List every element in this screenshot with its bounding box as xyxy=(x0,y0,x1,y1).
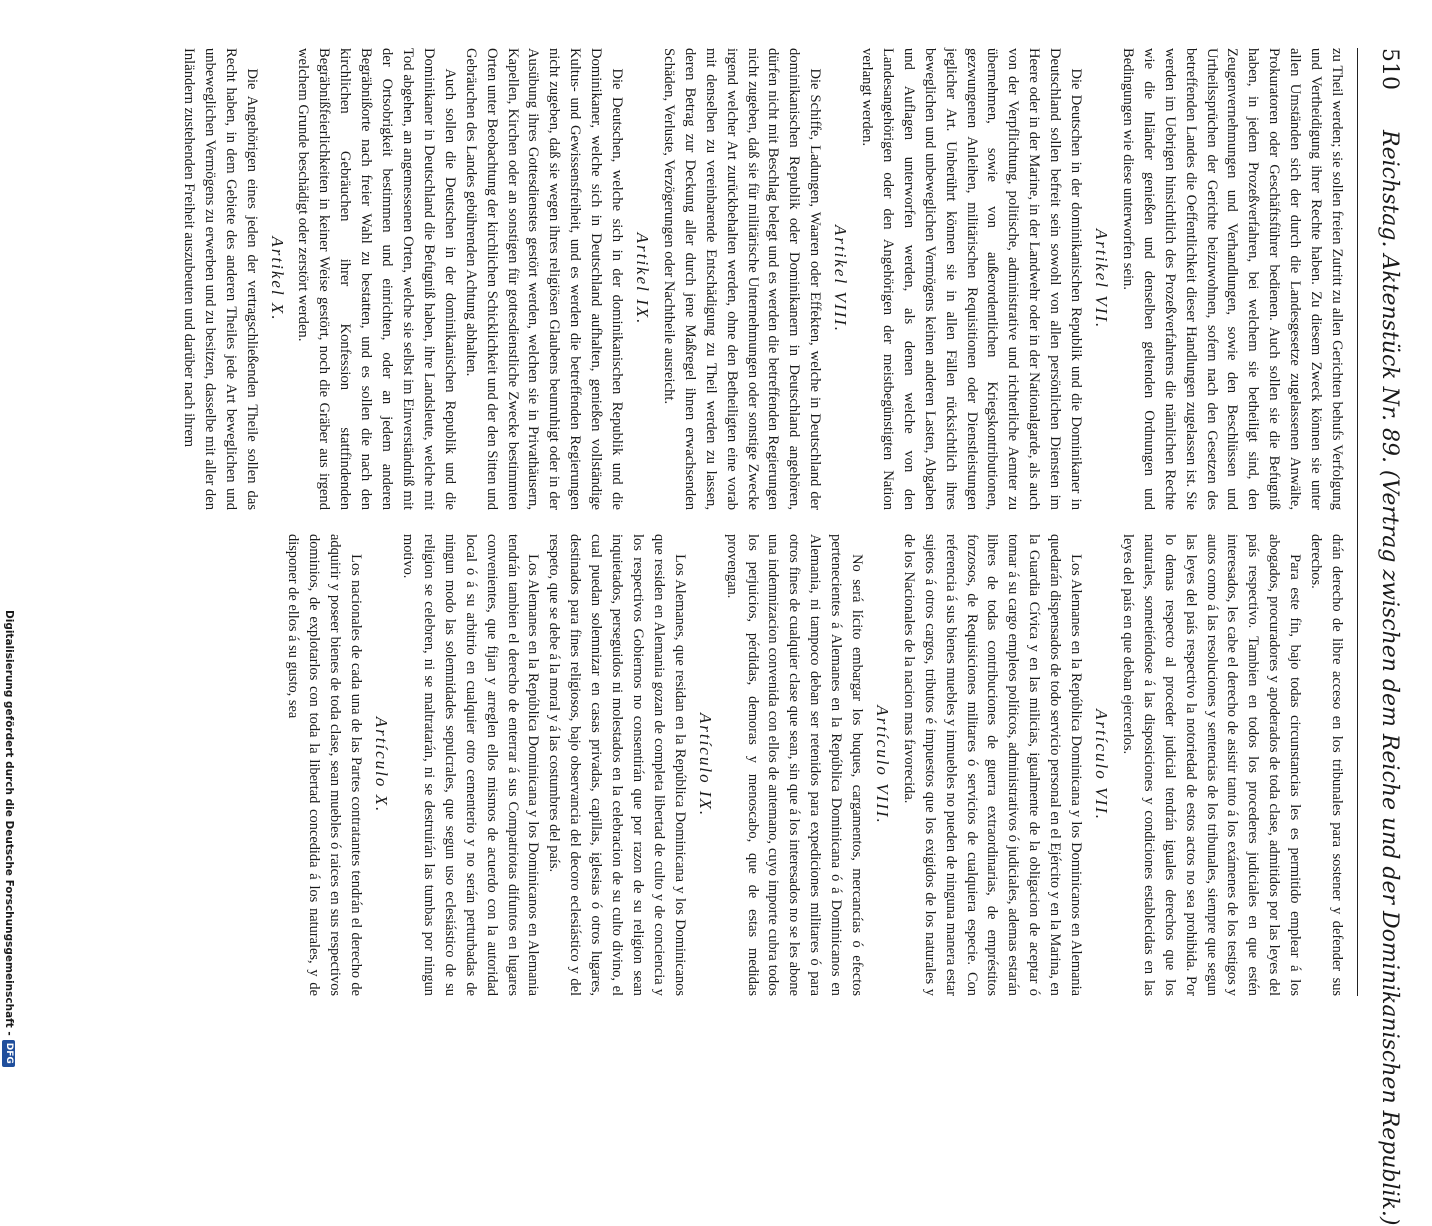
german-article-8-title: Artikel VIII. xyxy=(831,224,851,334)
spanish-article-9-title: Artículo IX. xyxy=(695,712,715,818)
spanish-article-9-p1: Los Alemanes, que residan en la República Dominicana y los Dominicanos que residen en Alemania gozan de completa libertad de culto y de conciencia y los respectivos Gobiernos no consentirán que por razon de su religion sean inquietados, perseguidos ni molestados en la celebracion de su culto divino, el cual puedan solemnizar en casas privadas, capillas, iglesias ó otros lugares, destinados para fines religiosos, bajo observancia del decoro eclesiástico y del respeto, que se debe á la moral y á las costumbres del país. xyxy=(546,534,688,996)
digitization-credit-bar xyxy=(2,610,16,1064)
german-article-9-title: Artikel IX. xyxy=(633,232,652,326)
german-intro: zu Theil werden; sie sollen freien Zutritt zu allen Gerichten behufs Verfolgung und Vertheidigung ihrer Rechte haben. Zu diesem Zweck können sie unter allen Umständen sich der durch die Landesgesetze zugelassenen Anwälte, Prokuratoren oder Geschäftsführer bedienen. Auch sollen sie die Befugniß haben, in jedem Prozeßverfahren, bei welchem sie betheiligt sind, den Zeugenvernehmungen und Verhandlungen, sowie den Beschlüssen und Urtheilssprüchen der Gerichte beizuwohnen, sofern nach den Gesetzen des betreffenden Landes die Oeffentlichkeit dieser Handlungen zugelassen ist. Sie werden im Uebrigen hinsichtlich des Prozeßverfahrens die nämlichen Rechte wie die Inländer genießen und denselben geltenden Ordnungen und Bedingungen wie diese unterworfen sein. xyxy=(1119,48,1345,510)
spanish-column xyxy=(178,534,1347,996)
two-column-body xyxy=(178,48,1347,996)
german-article-8-text: Die Schiffe, Ladungen, Waaren oder Effekten, welche in Deutschland der dominikanischen Republik oder Dominikanern in Deutschland angehören, dürfen nicht mit Beschlag belegt und es werden die betreffenden Regierungen nicht zugeben, daß sie für militärische Unternehmungen oder sonstige Zwecke irgend welcher Art zurückbehalten werden, ohne den Betheiligten eine vorab mit denselben zu vereinbarende Entschädigung zu Theil werden zu lassen, deren Betrag zur Deckung aller durch jene Maßregel ihnen erwachsenden Schäden, Verluste, Verzögerungen oder Nachtheile ausreicht. xyxy=(660,48,824,510)
spanish-article-7-text: Los Alemanes en la República Dominicana y los Dominicanos en Alemania quedarán dispensados de todo servicio personal en el Ejército y en la Marina, en la Guardia Cívica y en las milicias, igualmente de la obligacion de aceptar ó tomar á su cargo empleos políticos, administrativos ó judiciales, ademas estarán libres de todas contribuciones de guerra extraordinarias, de empréstitos forzosos, de Requisiciones militares ó servicios de cualquiera especie. Con referencia á sus bienes muebles y inmuebles no pueden de ninguna manera estar sujetos á otros cargos, tributos é impuestos que los exigidos de los naturales y de los Nacionales de la nacion mas favorecida. xyxy=(900,534,1085,996)
spanish-intro: drán derecho de libre acceso en los tribunales para sostener y defender sus derechos. xyxy=(1308,534,1345,996)
german-article-9-p1: Die Deutschen, welche sich in der dominikanischen Republik und die Dominikaner, welche sich in Deutschland aufhalten, genießen vollständige Kultus- und Gewissensfreiheit, und es werden die betreffenden Regierungen nicht zugeben, daß sie wegen ihres religiösen Glaubens beunruhigt oder in der Ausübung ihres Gottesdienstes gestört werden, welchen sie in Privathäusern, Kapellen, Kirchen oder an sonstigen für gottesdienstliche Zwecke bestimmten Orten unter Beobachtung der kirchlichen Schicklichkeit und der den Sitten und Gebräuchen des Landes gebührenden Achtung abhalten. xyxy=(462,48,626,511)
spanish-article-8-title: Artículo VIII. xyxy=(872,705,892,825)
spanish-article-8-text: No será lícito embargar los buques, cargamentos, mercancías ó efectos pertenecientes á Alemanes en la República Dominicana ó á Dominicanos en Alemania, ni tampoco deban ser retenidos para expediciones militares ó para otros fines de cualquier clase que sean, sin que á los interesados no se les abone una indemnizacion convenida con ellos de antemano, cuyo importe cubra todos los perjuicios, pérdidas, demoras y menoscabo, que de estas medidas provengan. xyxy=(723,534,866,996)
spanish-article-9-p2: Los Alemanes en la República Dominicana y los Dominicanos en Alemania tendrán tambien el derecho de enterrar á sus Compatriotas difuntos en lugares convenientes, que fijan y arreglen ellos mismos de acuerdo con la autoridad local ó á su arbitrio en cualquier otro cementerio y no serán perturbadas de ningun modo las solemnidades sepulcrales, que segun uso eclesiástico de su religion se celebren, ni se maltratarán, ni se destruirán las tumbas por ningun motivo. xyxy=(400,534,542,996)
page-header xyxy=(1357,48,1402,1226)
spanish-article-10-title: Artículo X. xyxy=(372,716,392,814)
dfg-logo: DFG xyxy=(3,1040,16,1067)
spanish-article-7-title: Artículo VII. xyxy=(1092,709,1112,821)
page-title: Reichstag. Aktenstück Nr. 89. (Vertrag zwischen dem Reiche und der Dominikanischen Republik.) xyxy=(1377,130,1402,1226)
digitization-credit: Digitalisierung gefördert durch die Deutsche Forschungsgemeinschaft - xyxy=(3,610,15,1036)
german-column xyxy=(178,48,1347,510)
spanish-intro-2: Para este fin, bajo todas circunstancias les es permitido emplear á los abogados, procuradores y apoderados de toda clase, admitidos por las leyes del país respectivo. Tambien en todos los procederes judiciales en que estén interesados, les cabe el derecho de asistir tanto á los exámenes de los testigos y autos como á las resoluciones y sentencias de los tribunales, siempre que segun las leyes del país respectivo la notoriedad de estos actos no sea prohibida. Por lo demas respecto al proceder judicial tendrán iguales derechos que los naturales, sometiéndose á las disposiciones y condiciones establecidas en las leyes del país en que deban ejercerlos. xyxy=(1119,534,1304,996)
german-article-10-title: Artikel X. xyxy=(267,236,287,322)
rotated-page xyxy=(62,42,1402,1226)
spanish-article-10-text: Los nacionales de cada una de las Partes contratantes tendrán el derecho de adquirir y poseer bienes de toda clase, sean muebles ó raices en sus respectivos dominios, de explotarlos con toda la libertad concedida á los naturales, y de disponer de ellos á su gusto, sea xyxy=(285,534,365,996)
german-article-9-p2: Auch sollen die Deutschen in der dominikanischen Republik und die Dominikaner in Deutschland die Befugniß haben, ihre Landsleute, welche mit Tod abgehen, an angemessenen Orten, welche sie selbst im Einverständniß mit der Ortsobrigkeit bestimmen und einrichten, oder an jedem anderen Begräbnißorte nach freier Wahl zu bestatten, und es sollen die nach den kirchlichen Gebräuchen ihrer Konfession stattfindenden Begräbnißfeierlichkeiten in keiner Weise gestört, noch die Gräber aus irgend welchem Grunde beschädigt oder zerstört werden. xyxy=(295,48,458,510)
german-article-7-text: Die Deutschen in der dominikanischen Republik und die Dominikaner in Deutschland sollen befreit sein sowohl von allen persönlichen Diensten im Heere oder in der Marine, in der Landwehr oder in der Nationalgarde, als auch von der Verpflichtung, politische, administrative und richterliche Aemter zu übernehmen, sowie von außerordentlichen Kriegskontributionen, gezwungenen Anleihen, militärischen Requisitionen oder Dienstleistungen jeglicher Art. Unberührt können sie in allen Fällen rücksichtlich ihres beweglichen und unbeweglichen Vermögens keinen anderen Lasten, Abgaben und Auflagen unterworfen werden, als denen welche von den Landesangehörigen oder den Angehörigen der meistbegünstigten Nation verlangt werden. xyxy=(859,48,1085,510)
page-number: 510 xyxy=(1377,48,1402,90)
german-article-10-text: Die Angehörigen eines jeden der vertragschließenden Theile sollen das Recht haben, in dem Gebiete des anderen Theiles jede Art beweglichen und unbeweglichen Vermögens zu erwerben und zu besitzen, dasselbe mit aller den Inländern zustehenden Freiheit auszubeuten und darüber nach ihrem xyxy=(180,48,260,510)
german-article-7-title: Artikel VII. xyxy=(1092,228,1112,330)
